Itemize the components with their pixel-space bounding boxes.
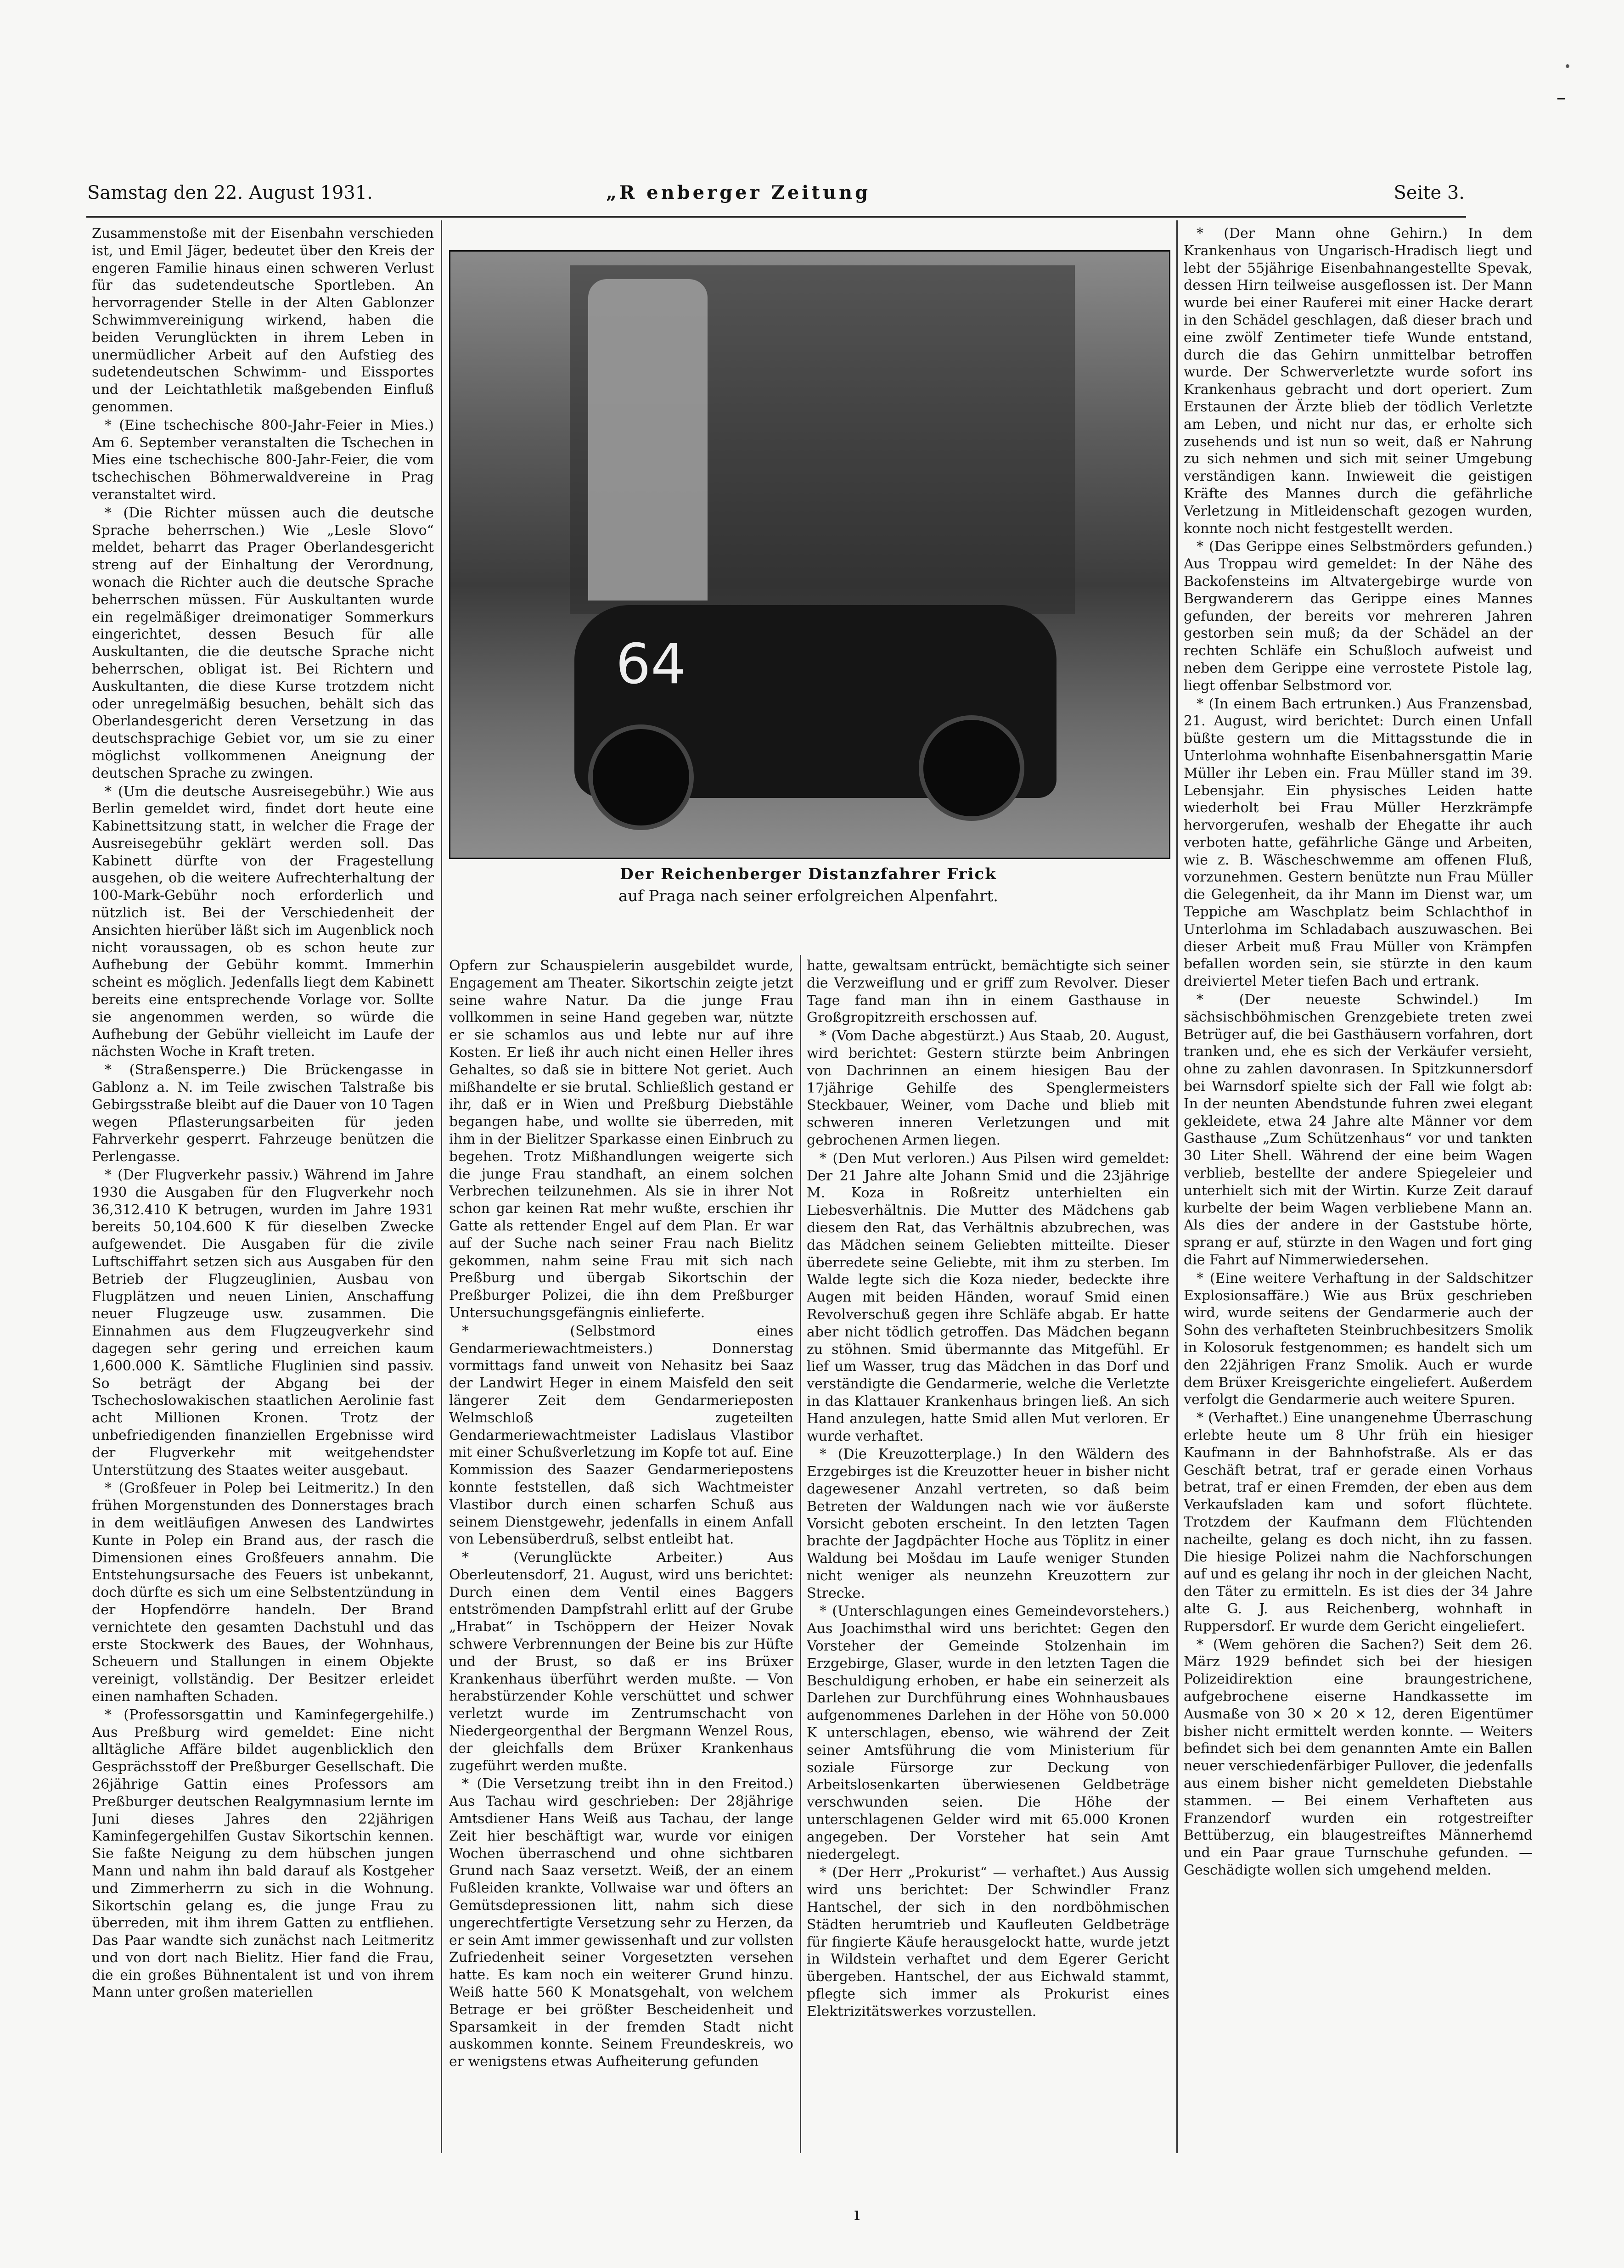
article-paragraph: * (Vom Dache abgestürzt.) Aus Staab, 20. August, wird berichtet: Gestern stürzte beim Anbringen von Dachrinnen an einem hiesigen Bau der 17jährige Gehilfe des Spenglermeisters Steckbauer, Weiner, vom Dache und blieb mit schweren inneren Verletzungen und mit gebrochenen Armen liegen. bbox=[807, 1028, 1169, 1148]
article-paragraph: * (Verunglückte Arbeiter.) Aus Oberleutensdorf, 21. August, wird uns berichtet: Durch einen dem Ventil eines Baggers entströmenden Dampfstrahl erlitt auf der Grube „Hrabat“ in Tschöppern der Heizer Novak schwere Verbrennungen der Beine bis zur Hüfte und der Brust, so daß er ins Brüxer Krankenhaus überführt werden mußte. — Von herabstürzender Kohle verschüttet und schwer verletzt wurde im Zentrumschacht von Niedergeorgenthal der Bergmann Wenzel Rous, der gleichfalls dem Brüxer Krankenhaus zugeführt werden mußte. bbox=[449, 1549, 793, 1774]
article-paragraph: * (Der neueste Schwindel.) Im sächsischböhmischen Grenzgebiete treten zwei Betrüger auf, die bei Gasthäusern vorfahren, dort tranken und, ehe es sich der Verkäufer versieht, ohne zu zahlen davonrasen. In Spitzkunnersdorf bei Warnsdorf spielte sich der Fall wie folgt ab: In der neunten Abendstunde fuhren zwei elegant gekleidete, etwa 24 Jahre alte Männer vor dem Gasthause „Zum Schützenhaus“ vor und tankten 30 Liter Shell. Während der eine beim Wagen verblieb, bestellte der andere Spiegeleier und unterhielt sich mit der Wirtin. Kurze Zeit darauf kurbelte der beim Wagen verbliebene Mann an. Als dies der andere in der Gaststube hörte, sprang er auf, stürzte in den Wagen und fort ging die Fahrt auf Nimmerwiedersehen. bbox=[1184, 992, 1533, 1269]
column-1 bbox=[92, 225, 434, 2153]
article-paragraph: * (Eine tschechische 800-Jahr-Feier in Mies.) Am 6. September veranstalten die Tschechen in Mies eine tschechische 800-Jahr-Feier, die vom tschechischen Böhmerwaldvereine in Prag veranstaltet wird. bbox=[92, 417, 434, 503]
column-2 bbox=[449, 957, 793, 2153]
page-header bbox=[87, 179, 1465, 211]
article-paragraph: * (Eine weitere Verhaftung in der Saldschitzer Explosionsaffäre.) Wie aus Brüx geschrieben wird, wurde seitens der Gendarmerie auch der Sohn des verhafteten Steinbruchbesitzers Smolik in Kolosoruk festgenommen; es handelt sich um den 22jährigen Franz Smolik. Auch er wurde dem Brüxer Kreisgerichte eingeliefert. Außerdem verfolgt die Gendarmerie auch weitere Spuren. bbox=[1184, 1270, 1533, 1408]
article-paragraph: * (Um die deutsche Ausreisegebühr.) Wie aus Berlin gemeldet wird, findet dort heute eine Kabinettsitzung statt, in welcher die Frage der Ausreisegebühr geklärt werden soll. Das Kabinett dürfte von der Fragestellung ausgehen, ob die weitere Aufrechterhaltung der 100-Mark-Gebühr noch erforderlich und nützlich ist. Bei der Verschiedenheit der Ansichten hierüber läßt sich im Augenblick noch nicht voraussagen, ob es schon heute zur Aufhebung der Gebühr kommt. Immerhin scheint es möglich. Jedenfalls liegt dem Kabinett bereits eine entsprechende Vorlage vor. Sollte sie angenommen werden, so würde die Aufhebung der Gebühr vielleicht im Laufe der nächsten Woche in Kraft treten. bbox=[92, 783, 434, 1060]
header-date: Samstag den 22. August 1931. bbox=[87, 182, 373, 203]
column-divider bbox=[1176, 220, 1178, 2153]
article-paragraph: * (Unterschlagungen eines Gemeindevorstehers.) Aus Joachimsthal wird uns berichtet: Gegen den Vorsteher der Gemeinde Stolzenhain im Erzgebirge, Glaser, wurde in den letzten Tagen die Beschuldigung erhoben, er habe ein seinerzeit als Darlehen zur Durchführung eines Wohnhausbaues aufgenommenes Darlehen in der Höhe von 50.000 K unterschlagen, ebenso, wie während der Zeit seiner Amtsführung die vom Ministerium für soziale Fürsorge zur Deckung von Arbeitslosenkarten überwiesenen Geldbeträge verschwunden seien. Die Höhe der unterschlagenen Gelder wird mit 65.000 Kronen angegeben. Der Vorsteher hat sein Amt niedergelegt. bbox=[807, 1603, 1169, 1863]
article-paragraph: * (Die Richter müssen auch die deutsche Sprache beherrschen.) Wie „Lesle Slovo“ meldet, beharrt das Prager Oberlandesgericht streng auf der Einhaltung der Verordnung, wonach die Richter auch die deutsche Sprache beherrschen müssen. Für Auskultanten wurde ein regelmäßiger dreimonatiger Sommerkurs eingerichtet, dessen Besuch für alle Auskultanten, die die deutsche Sprache nicht beherrschen, obligat ist. Bei Richtern und Auskultanten, die diese Kurse trotzdem nicht oder unregelmäßig besuchen, behält sich das Oberlandesgericht deren Versetzung in das deutschsprachige Gebiet vor, um sie zu einer möglichst vollkommenen Aneignung der deutschen Sprache zu zwingen. bbox=[92, 505, 434, 781]
margin-mark: – bbox=[1557, 87, 1566, 108]
photo-wheel bbox=[588, 724, 694, 830]
page-speck bbox=[1566, 64, 1569, 68]
header-masthead: „R enberger Zeitung bbox=[606, 182, 871, 203]
article-paragraph: * (In einem Bach ertrunken.) Aus Franzensbad, 21. August, wird berichtet: Durch einen Unfall büßte gestern um die Mittagsstunde die in Unterlohma wohnhafte Eisenbahnersgattin Marie Müller ihr Leben ein. Frau Müller stand im 39. Lebensjahr. Ein physisches Leiden hatte wiederholt bei Frau Müller Herzkrämpfe hervorgerufen, weshalb der Ehegatte ihr auch verboten hatte, gefährliche Gänge und Arbeiten, wie z. B. Wäscheschwemme am offenen Fluß, vorzunehmen. Gestern benützte nun Frau Müller die Gelegenheit, da ihr Mann im Dienst war, um Teppiche am Waschplatz beim Schlachthof in Unterlohma im Schladabach auszuwaschen. Bei dieser Arbeit muß Frau Müller von Krämpfen befallen worden sein, sie stürzte in den kaum dreiviertel Meter tiefen Bach und ertrank. bbox=[1184, 696, 1533, 990]
article-paragraph: * (Professorsgattin und Kaminfegergehilfe.) Aus Preßburg wird gemeldet: Eine nicht alltägliche Affäre bildet augenblicklich den Gesprächsstoff der Preßburger Gesellschaft. Die 26jährige Gattin eines Professors am Preßburger deutschen Realgymnasium lernte im Juni dieses Jahres den 22jährigen Kaminfegergehilfen Gustav Sikortschin kennen. Sie faßte Neigung zu dem hübschen jungen Mann und nahm ihn bald darauf als Kostgeher und Zimmerherrn zu sich in die Wohnung. Sikortschin gelang es, die junge Frau zu überreden, mit ihm ihrem Gatten zu entfliehen. Das Paar wandte sich zunächst nach Leitmeritz und von dort nach Bielitz. Hier fand die Frau, die ein großes Bühnentalent ist und von ihrem Mann unter großen materiellen bbox=[92, 1707, 434, 2001]
article-paragraph: * (Den Mut verloren.) Aus Pilsen wird gemeldet: Der 21 Jahre alte Johann Smid und die 23jährige M. Koza in Roßreitz unterhielten ein Liebesverhältnis. Die Mutter des Mädchens gab diesem den Rat, das Verhältnis abzubrechen, was das Mädchen seinem Geliebten mitteilte. Dieser überredete seine Geliebte, mit ihm zu sterben. Im Walde legte sich die Koza nieder, bedeckte ihre Augen mit beiden Händen, worauf Smid einen Revolverschuß gegen ihre Schläfe abgab. Er hatte aber nicht tödlich getroffen. Das Mädchen begann zu stöhnen. Smid übermannte das Mitgefühl. Er lief um Wasser, trug das Mädchen in das Dorf und verständigte die Gendarmerie, welche die Verletzte in das Klattauer Krankenhaus bringen ließ. An sich Hand anzulegen, hatte Smid allen Mut verloren. Er wurde verhaftet. bbox=[807, 1150, 1169, 1444]
photo-wheel bbox=[919, 715, 1024, 821]
photo-tower bbox=[588, 279, 708, 601]
header-page-number: Seite 3. bbox=[1394, 182, 1465, 203]
photo-car-number: 64 bbox=[616, 633, 686, 696]
article-paragraph: * (Verhaftet.) Eine unangenehme Überraschung erlebte heute um 8 Uhr früh ein hiesiger Kaufmann in der Bahnhofstraße. Als er das Geschäft betrat, traf er gerade einen Vorhaus betrat, traf er einen Fremden, der eben aus dem Verkaufsladen kam und sofort flüchtete. Trotzdem der Kaufmann dem Flüchtenden nacheilte, gelang es doch nicht, ihn zu fassen. Die hiesige Polizei nahm die Nachforschungen auf und es gelang ihr noch in der gleichen Nacht, den Täter zu ermitteln. Es ist dies der 34 Jahre alte G. J. aus Reichenberg, wohnhaft in Ruppersdorf. Er wurde dem Gericht eingeliefert. bbox=[1184, 1410, 1533, 1634]
article-paragraph: * (Selbstmord eines Gendarmeriewachtmeisters.) Donnerstag vormittags fand unweit von Nehasitz bei Saaz der Landwirt Heger in einem Maisfeld den seit längerer Zeit dem Gendarmerieposten Welmschloß zugeteilten Gendarmeriewachtmeister Ladislaus Vlastibor mit einer Schußverletzung im Kopfe tot auf. Eine Kommission des Saazer Gendarmeriepostens konnte feststellen, daß sich Wachtmeister Vlastibor durch einen scharfen Schuß aus seinem Dienstgewehr, jedenfalls in einem Anfall von Lebensüberdruß, selbst entleibt hat. bbox=[449, 1323, 793, 1548]
article-paragraph: * (Der Mann ohne Gehirn.) In dem Krankenhaus von Ungarisch-Hradisch liegt und lebt der 55jährige Eisenbahnangestellte Spevak, dessen Hirn teilweise ausgeflossen ist. Der Mann wurde bei einer Rauferei mit einer Hacke derart in den Schädel geschlagen, daß dieser brach und eine zwölf Zentimeter tiefe Wunde entstand, durch die das Gehirn unmittelbar betroffen wurde. Der Schwerverletzte wurde sofort ins Krankenhaus gebracht und dort operiert. Zum Erstaunen der Ärzte blieb der tödlich Verletzte am Leben, und nicht nur das, er erholte sich zusehends und ist nun so weit, daß er Nahrung zu sich nehmen und sich mit seiner Umgebung verständigen kann. Inwieweit die geistigen Kräfte des Mannes durch die gefährliche Verletzung in Mitleidenschaft gezogen wurden, konnte noch nicht festgestellt werden. bbox=[1184, 225, 1533, 537]
article-paragraph: * (Das Gerippe eines Selbstmörders gefunden.) Aus Troppau wird gemeldet: In der Nähe des Backofensteins im Altvatergebirge wurde von Bergwanderern das Gerippe eines Mannes gefunden, der bereits vor mehreren Jahren gestorben sein muß; da der Schädel an der rechten Schläfe ein Schußloch aufweist und neben dem Gerippe eine verrostete Pistole lag, liegt offenbar Selbstmord vor. bbox=[1184, 539, 1533, 694]
article-paragraph: hatte, gewaltsam entrückt, bemächtigte sich seiner die Verzweiflung und er griff zum Revolver. Dieser Tage fand man ihn in einem Gasthause in Großgropitzreith erschossen auf. bbox=[807, 958, 1169, 1026]
header-rule bbox=[86, 216, 1466, 218]
article-paragraph: Zusammenstoße mit der Eisenbahn verschieden ist, und Emil Jäger, bedeutet über den Kreis der engeren Familie hinaus einen schweren Verlust für das sudetendeutsche Sportleben. An hervorragender Stelle in der Alten Gablonzer Schwimmvereinigung wirkend, haben die beiden Verunglückten in ihrem Leben in unermüdlicher Arbeit auf den Aufstieg des sudetendeutschen Schwimm- und Eissportes und der Leichtathletik maßgebenden Einfluß genommen. bbox=[92, 225, 434, 415]
article-paragraph: * (Großfeuer in Polep bei Leitmeritz.) In den frühen Morgenstunden des Donnerstages brach in dem weitläufigen Anwesen des Landwirtes Kunte in Polep ein Brand aus, der rasch die Dimensionen eines Großfeuers annahm. Die Entstehungsursache des Feuers ist unbekannt, doch dürfte es sich um eine Selbstentzündung in der Hopfendörre handeln. Der Brand vernichtete den gesamten Dachstuhl und das erste Stockwerk des Baues, der Wohnhaus, Scheuern und Stallungen in einem Objekte vereinigt, vollständig. Der Besitzer erleidet einen namhaften Schaden. bbox=[92, 1480, 434, 1705]
article-paragraph: * (Straßensperre.) Die Brückengasse in Gablonz a. N. im Teile zwischen Talstraße bis Gebirgsstraße bleibt auf die Dauer von 10 Tagen wegen Pflasterungsarbeiten für jeden Fahrverkehr gesperrt. Fahrzeuge benützen die Perlengasse. bbox=[92, 1062, 434, 1165]
article-paragraph: * (Der Herr „Prokurist“ — verhaftet.) Aus Aussig wird uns berichtet: Der Schwindler Franz Hantschel, der sich in den nordböhmischen Städten herumtrieb und Kaufleuten Geldbeträge für fingierte Käufe herausgelockt hatte, wurde jetzt in Wildstein verhaftet und dem Egerer Gericht übergeben. Hantschel, der aus Eichwald stammt, pflegte sich immer als Prokurist eines Elektrizitätswerkes vorzustellen. bbox=[807, 1864, 1169, 2020]
photo-caption bbox=[449, 863, 1168, 907]
article-paragraph: * (Die Versetzung treibt ihn in den Freitod.) Aus Tachau wird geschrieben: Der 28jährige Amtsdiener Hans Weiß aus Tachau, der lange Zeit hier beschäftigt war, wurde vor einigen Wochen überraschend und ohne sichtbaren Grund nach Saaz versetzt. Weiß, der an einem Fußleiden krankte, Vollwaise war und öfters an Gemütsdepressionen litt, nahm sich diese ungerechtfertigte Versetzung sehr zu Herzen, da er sein Amt immer gewissenhaft und zur vollsten Zufriedenheit seiner Vorgesetzten versehen hatte. Es kam noch ein weiterer Grund hinzu. Weiß hatte 560 K Monatsgehalt, von welchem Betrage er bei größter Bescheidenheit und Sparsamkeit in der fremden Stadt nicht auskommen konnte. Seinem Freundeskreis, wo er wenigstens etwas Aufheiterung gefunden bbox=[449, 1776, 793, 2070]
article-paragraph: * (Wem gehören die Sachen?) Seit dem 26. März 1929 befindet sich bei der hiesigen Polizeidirektion eine braungestrichene, aufgebrochene eiserne Handkassette im Ausmaße von 30 × 20 × 12, deren Eigentümer bisher nicht ermittelt werden konnte. — Weiters befindet sich bei dem genannten Amte ein Ballen neuer verschiedenfärbiger Pullover, die jedenfalls aus einem bisher nicht gemeldeten Diebstahle stammen. — Bei einem Verhafteten aus Franzendorf wurden ein rotgestreifter Bettüberzug, ein blaugestreiftes Männerhemd und ein Paar graue Turnschuhe gefunden. — Geschädigte wollen sich umgehend melden. bbox=[1184, 1636, 1533, 1878]
footer-mark: ı bbox=[854, 2204, 860, 2225]
column-divider bbox=[800, 955, 801, 2153]
article-paragraph: * (Die Kreuzotterplage.) In den Wäldern des Erzgebirges ist die Kreuzotter heuer in bisher nicht dagewesener Anzahl vertreten, so daß beim Betreten der Waldungen nach wie vor äußerste Vorsicht geboten erscheint. In den letzten Tagen brachte der Jagdpächter Hoche aus Töplitz in einer Waldung bei Mošdau im Laufe weniger Stunden nicht weniger als neunzehn Kreuzottern zur Strecke. bbox=[807, 1446, 1169, 1601]
caption-subtitle: auf Praga nach seiner erfolgreichen Alpenfahrt. bbox=[618, 887, 998, 905]
caption-title: Der Reichenberger Distanzfahrer Frick bbox=[620, 865, 997, 883]
column-3 bbox=[807, 957, 1169, 2153]
column-divider bbox=[441, 220, 442, 2153]
column-4 bbox=[1184, 225, 1533, 2153]
article-paragraph: * (Der Flugverkehr passiv.) Während im Jahre 1930 die Ausgaben für den Flugverkehr noch 36,312.410 K betrugen, wurden im Jahre 1931 bereits 50,104.600 K für dieselben Zwecke aufgewendet. Die Ausgaben für die zivile Luftschiffahrt setzen sich aus Ausgaben für den Betrieb der Flugzeuglinien, Ausbau von Flugplätzen und neuen Linien, Anschaffung neuer Flugzeuge usw. zusammen. Die Einnahmen aus dem Flugzeugverkehr sind dagegen sehr gering und erreichen kaum 1,600.000 K. Sämtliche Fluglinien sind passiv. So beträgt der Abgang bei der Tschechoslowakischen staatlichen Aerolinie fast acht Millionen Kronen. Trotz der unbefriedigenden finanziellen Ergebnisse wird der Flugverkehr mit weitgehendster Unterstützung des Staates weiter ausgebaut. bbox=[92, 1167, 434, 1478]
article-paragraph: Opfern zur Schauspielerin ausgebildet wurde, Engagement am Theater. Sikortschin zeigte jetzt seine wahre Natur. Da die junge Frau vollkommen in seine Hand gegeben war, nützte er sie schamlos aus und lebte nur auf ihre Kosten. Er ließ ihr auch nicht einen Heller ihres Gehaltes, so daß sie in bittere Not geriet. Auch mißhandelte er sie brutal. Schließlich gestand er ihr, daß er in Wien und Preßburg Diebstähle begangen habe, und wollte sie überreden, mit ihm in der Bielitzer Sparkasse einen Einbruch zu begehen. Trotz Mißhandlungen weigerte sich die junge Frau standhaft, an einem solchen Verbrechen teilzunehmen. Als sie in ihrer Not schon gar keinen Rat mehr wußte, erschien ihr Gatte als rettender Engel auf dem Plan. Er war auf der Suche nach seiner Frau nach Bielitz gekommen, nahm seine Frau mit sich nach Preßburg und übergab Sikortschin der Preßburger Polizei, die ihn dem Preßburger Untersuchungsgefängnis einlieferte. bbox=[449, 958, 793, 1321]
news-photo bbox=[449, 250, 1170, 859]
